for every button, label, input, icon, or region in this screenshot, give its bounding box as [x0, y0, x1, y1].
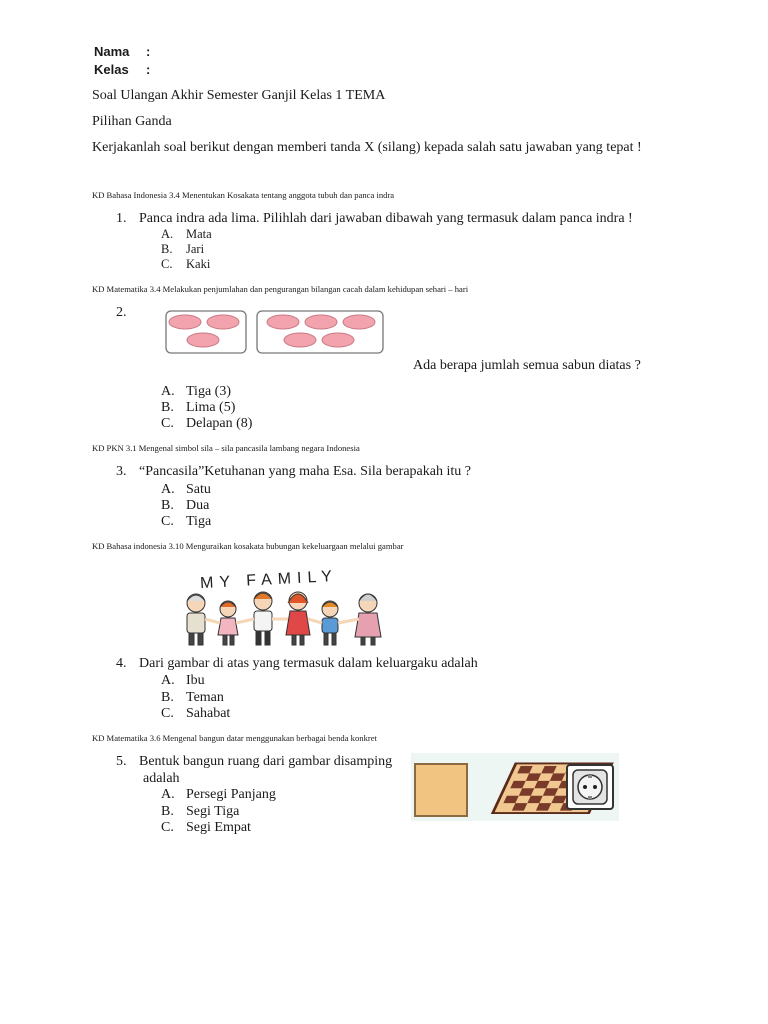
question-text-2: Ada berapa jumlah semua sabun diatas ? — [413, 358, 641, 373]
family-image — [178, 567, 394, 649]
option-letter: C. — [161, 820, 174, 835]
page-title: Soal Ulangan Akhir Semester Ganjil Kelas 1 TEMA — [92, 88, 386, 103]
option-letter: C. — [161, 416, 174, 431]
question-number-1: 1. — [116, 211, 127, 226]
option-letter: C. — [161, 514, 174, 529]
option-text[interactable]: Tiga — [186, 514, 212, 529]
option-letter: C. — [161, 706, 174, 721]
question-text-4: Dari gambar di atas yang termasuk dalam keluargaku adalah — [139, 656, 478, 671]
question-text-1: Panca indra ada lima. Pilihlah dari jawaban dibawah yang termasuk dalam panca indra ! — [139, 211, 633, 226]
option-letter: A. — [161, 673, 175, 688]
kd-line-4: KD Bahasa indonesia 3.10 Menguraikan kosakata hubungan kekeluargaan melalui gambar — [92, 541, 404, 551]
option-text[interactable]: Teman — [186, 690, 224, 705]
question-number-5: 5. — [116, 754, 127, 769]
option-text[interactable]: Segi Tiga — [186, 804, 240, 819]
kd-line-5: KD Matematika 3.6 Mengenal bangun datar menggunakan berbagai benda konkret — [92, 733, 377, 743]
option-text[interactable]: Tiga (3) — [186, 384, 231, 399]
soap-image — [163, 309, 385, 356]
question-number-4: 4. — [116, 656, 127, 671]
shapes-image — [411, 753, 619, 821]
option-text[interactable]: Segi Empat — [186, 820, 251, 835]
kd-line-1: KD Bahasa Indonesia 3.4 Menentukan Kosakata tentang anggota tubuh dan panca indra — [92, 190, 395, 200]
option-letter: B. — [161, 400, 174, 415]
question-text-5: Bentuk bangun ruang dari gambar disamping — [139, 754, 393, 769]
option-text[interactable]: Ibu — [186, 673, 205, 688]
family-caption: MY FAMILY — [199, 567, 339, 593]
option-text[interactable]: Mata — [186, 227, 212, 241]
option-letter: B. — [161, 804, 174, 819]
kd-line-2: KD Matematika 3.4 Melakukan penjumlahan dan pengurangan bilangan cacah dalam kehidupan sehari – hari — [92, 284, 469, 294]
question-number-2: 2. — [116, 305, 127, 320]
option-text[interactable]: Dua — [186, 498, 210, 513]
nama-colon: : — [146, 44, 151, 59]
option-letter: A. — [161, 384, 175, 399]
option-text[interactable]: Persegi Panjang — [186, 787, 276, 802]
nama-label: Nama — [94, 44, 130, 59]
option-text[interactable]: Sahabat — [186, 706, 231, 721]
option-text[interactable]: Delapan (8) — [186, 416, 253, 431]
option-letter: B. — [161, 498, 174, 513]
option-letter: C. — [161, 257, 173, 271]
question-text-5-cont: adalah — [143, 771, 180, 786]
option-letter: A. — [161, 787, 175, 802]
kelas-label: Kelas — [94, 62, 129, 77]
option-text[interactable]: Satu — [186, 482, 211, 497]
question-text-3: “Pancasila”Ketuhanan yang maha Esa. Sila berapakah itu ? — [139, 464, 471, 479]
option-letter: A. — [161, 482, 175, 497]
instruction: Kerjakanlah soal berikut dengan memberi tanda X (silang) kepada salah satu jawaban yang tepat ! — [92, 140, 642, 155]
option-text[interactable]: Kaki — [186, 257, 211, 271]
option-letter: B. — [161, 242, 173, 256]
kelas-colon: : — [146, 62, 151, 77]
option-text[interactable]: Lima (5) — [186, 400, 236, 415]
option-letter: A. — [161, 227, 174, 241]
option-letter: B. — [161, 690, 174, 705]
section-title: Pilihan Ganda — [92, 114, 172, 129]
kd-line-3: KD PKN 3.1 Mengenal simbol sila – sila pancasila lambang negara Indonesia — [92, 443, 360, 453]
option-text[interactable]: Jari — [186, 242, 205, 256]
question-number-3: 3. — [116, 464, 127, 479]
